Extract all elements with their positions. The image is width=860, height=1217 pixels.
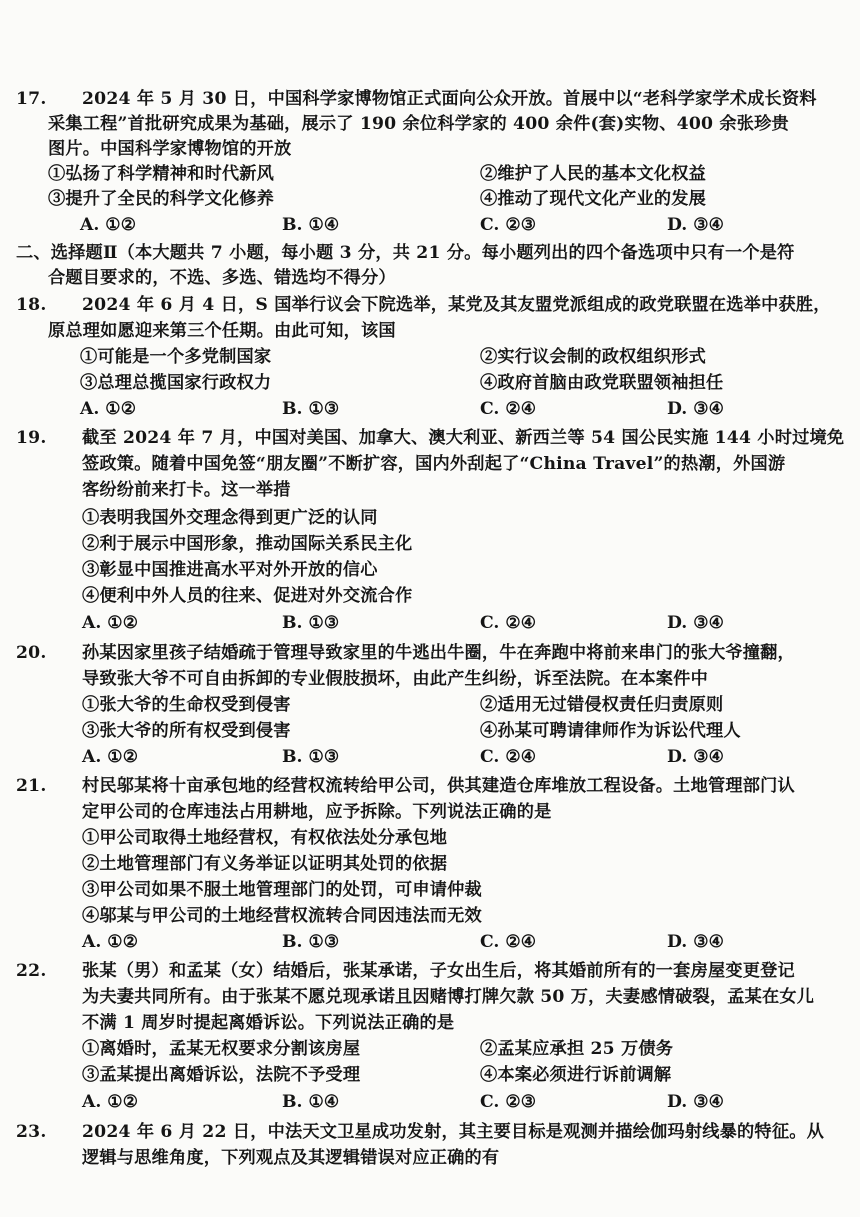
choice-a[interactable]: A. ①② — [80, 399, 137, 419]
statement-item: ①离婚时，孟某无权要求分割该房屋 — [82, 1039, 361, 1059]
statement-item: ④邬某与甲公司的土地经营权流转合同因违法而无效 — [82, 906, 482, 926]
question-stem-line: 采集工程”首批研究成果为基础，展示了 190 余位科学家的 400 余件(套)实物、400 余张珍贵 — [48, 114, 789, 134]
question-stem-line: 定甲公司的仓库违法占用耕地，应予拆除。下列说法正确的是 — [82, 802, 552, 822]
question-number: 20. — [16, 643, 47, 663]
choice-c[interactable]: C. ②③ — [480, 1092, 537, 1112]
statement-item: ①可能是一个多党制国家 — [80, 347, 272, 367]
statement-item: ④孙某可聘请律师作为诉讼代理人 — [480, 721, 741, 741]
choice-d[interactable]: D. ③④ — [667, 1092, 725, 1112]
statement-item: ①弘扬了科学精神和时代新风 — [48, 164, 275, 184]
choice-c[interactable]: C. ②④ — [480, 747, 537, 767]
question-stem-line: 2024 年 6 月 4 日，S 国举行议会下院选举，某党及其友盟党派组成的政党联盟在选举中获胜， — [82, 295, 831, 315]
question-stem-line: 村民邬某将十亩承包地的经营权流转给甲公司，供其建造仓库堆放工程设备。土地管理部门认 — [82, 776, 795, 796]
question-number: 17. — [16, 89, 47, 109]
statement-item: ②实行议会制的政权组织形式 — [480, 347, 707, 367]
statement-item: ②孟某应承担 25 万债务 — [480, 1039, 674, 1059]
statement-item: ①张大爷的生命权受到侵害 — [82, 695, 291, 715]
choice-c[interactable]: C. ②④ — [480, 399, 537, 419]
choice-c[interactable]: C. ②④ — [480, 613, 537, 633]
section-title-line: 合题目要求的，不选、多选、错选均不得分） — [48, 268, 396, 288]
question-stem-line: 为夫妻共同所有。由于张某不愿兑现承诺且因赌博打牌欠款 50 万，夫妻感情破裂，孟某在女儿 — [82, 987, 815, 1007]
question-stem-line: 签政策。随着中国免签“朋友圈”不断扩容，国内外刮起了“China Travel”的热潮，外国游 — [82, 454, 786, 474]
question-stem-line: 孙某因家里孩子结婚疏于管理导致家里的牛逃出牛圈，牛在奔跑中将前来串门的张大爷撞翻， — [82, 643, 795, 663]
choice-c[interactable]: C. ②④ — [480, 932, 537, 952]
statement-item: ②维护了人民的基本文化权益 — [480, 164, 707, 184]
choice-d[interactable]: D. ③④ — [667, 399, 725, 419]
statement-item: ②利于展示中国形象，推动国际关系民主化 — [82, 534, 413, 554]
question-stem-line: 2024 年 6 月 22 日，中法天文卫星成功发射，其主要目标是观测并描绘伽玛射线暴的特征。从 — [82, 1122, 824, 1142]
question-stem-line: 张某（男）和孟某（女）结婚后，张某承诺，子女出生后，将其婚前所有的一套房屋变更登记 — [82, 961, 795, 981]
choice-b[interactable]: B. ①③ — [282, 399, 340, 419]
statement-item: ④本案必须进行诉前调解 — [480, 1065, 672, 1085]
question-number: 22. — [16, 961, 47, 981]
statement-item: ②适用无过错侵权责任归责原则 — [480, 695, 724, 715]
question-stem-line: 客纷纷前来打卡。这一举措 — [82, 480, 291, 500]
statement-item: ③总理总揽国家行政权力 — [80, 373, 272, 393]
choice-a[interactable]: A. ①② — [82, 932, 139, 952]
statement-item: ③彰显中国推进高水平对外开放的信心 — [82, 560, 378, 580]
choice-b[interactable]: B. ①④ — [282, 1092, 340, 1112]
choice-b[interactable]: B. ①④ — [282, 215, 340, 235]
statement-item: ②土地管理部门有义务举证以证明其处罚的依据 — [82, 854, 448, 874]
statement-item: ④政府首脑由政党联盟领袖担任 — [480, 373, 724, 393]
choice-b[interactable]: B. ①③ — [282, 932, 340, 952]
choice-a[interactable]: A. ①② — [82, 1092, 139, 1112]
choice-a[interactable]: A. ①② — [82, 747, 139, 767]
question-stem-line: 图片。中国科学家博物馆的开放 — [48, 139, 292, 159]
question-number: 19. — [16, 428, 47, 448]
choice-a[interactable]: A. ①② — [80, 215, 137, 235]
statement-item: ③张大爷的所有权受到侵害 — [82, 721, 291, 741]
statement-item: ③甲公司如果不服土地管理部门的处罚，可申请仲裁 — [82, 880, 482, 900]
choice-d[interactable]: D. ③④ — [667, 613, 725, 633]
choice-c[interactable]: C. ②③ — [480, 215, 537, 235]
choice-b[interactable]: B. ①③ — [282, 613, 340, 633]
choice-d[interactable]: D. ③④ — [667, 747, 725, 767]
question-number: 21. — [16, 776, 47, 796]
choice-d[interactable]: D. ③④ — [667, 215, 725, 235]
statement-item: ④便利中外人员的往来、促进对外交流合作 — [82, 586, 413, 606]
choice-d[interactable]: D. ③④ — [667, 932, 725, 952]
statement-item: ④推动了现代文化产业的发展 — [480, 189, 707, 209]
section-title-line: 二、选择题Ⅱ（本大题共 7 小题，每小题 3 分，共 21 分。每小题列出的四个备选项中只有一个是符 — [16, 243, 795, 263]
statement-item: ①甲公司取得土地经营权，有权依法处分承包地 — [82, 828, 448, 848]
question-stem-line: 原总理如愿迎来第三个任期。由此可知，该国 — [48, 321, 396, 341]
question-stem-line: 导致张大爷不可自由拆卸的专业假肢损坏，由此产生纠纷，诉至法院。在本案件中 — [82, 669, 708, 689]
statement-item: ③孟某提出离婚诉讼，法院不予受理 — [82, 1065, 361, 1085]
question-number: 23. — [16, 1122, 47, 1142]
statement-item: ③提升了全民的科学文化修养 — [48, 189, 275, 209]
question-stem-line: 不满 1 周岁时提起离婚诉讼。下列说法正确的是 — [82, 1013, 455, 1033]
statement-item: ①表明我国外交理念得到更广泛的认同 — [82, 508, 378, 528]
question-stem-line: 逻辑与思维角度，下列观点及其逻辑错误对应正确的有 — [82, 1148, 500, 1168]
question-number: 18. — [16, 295, 47, 315]
question-stem-line: 截至 2024 年 7 月，中国对美国、加拿大、澳大利亚、新西兰等 54 国公民实施 144 小时过境免 — [82, 428, 845, 448]
choice-a[interactable]: A. ①② — [82, 613, 139, 633]
choice-b[interactable]: B. ①③ — [282, 747, 340, 767]
question-stem-line: 2024 年 5 月 30 日，中国科学家博物馆正式面向公众开放。首展中以“老科学家学术成长资料 — [82, 89, 817, 109]
